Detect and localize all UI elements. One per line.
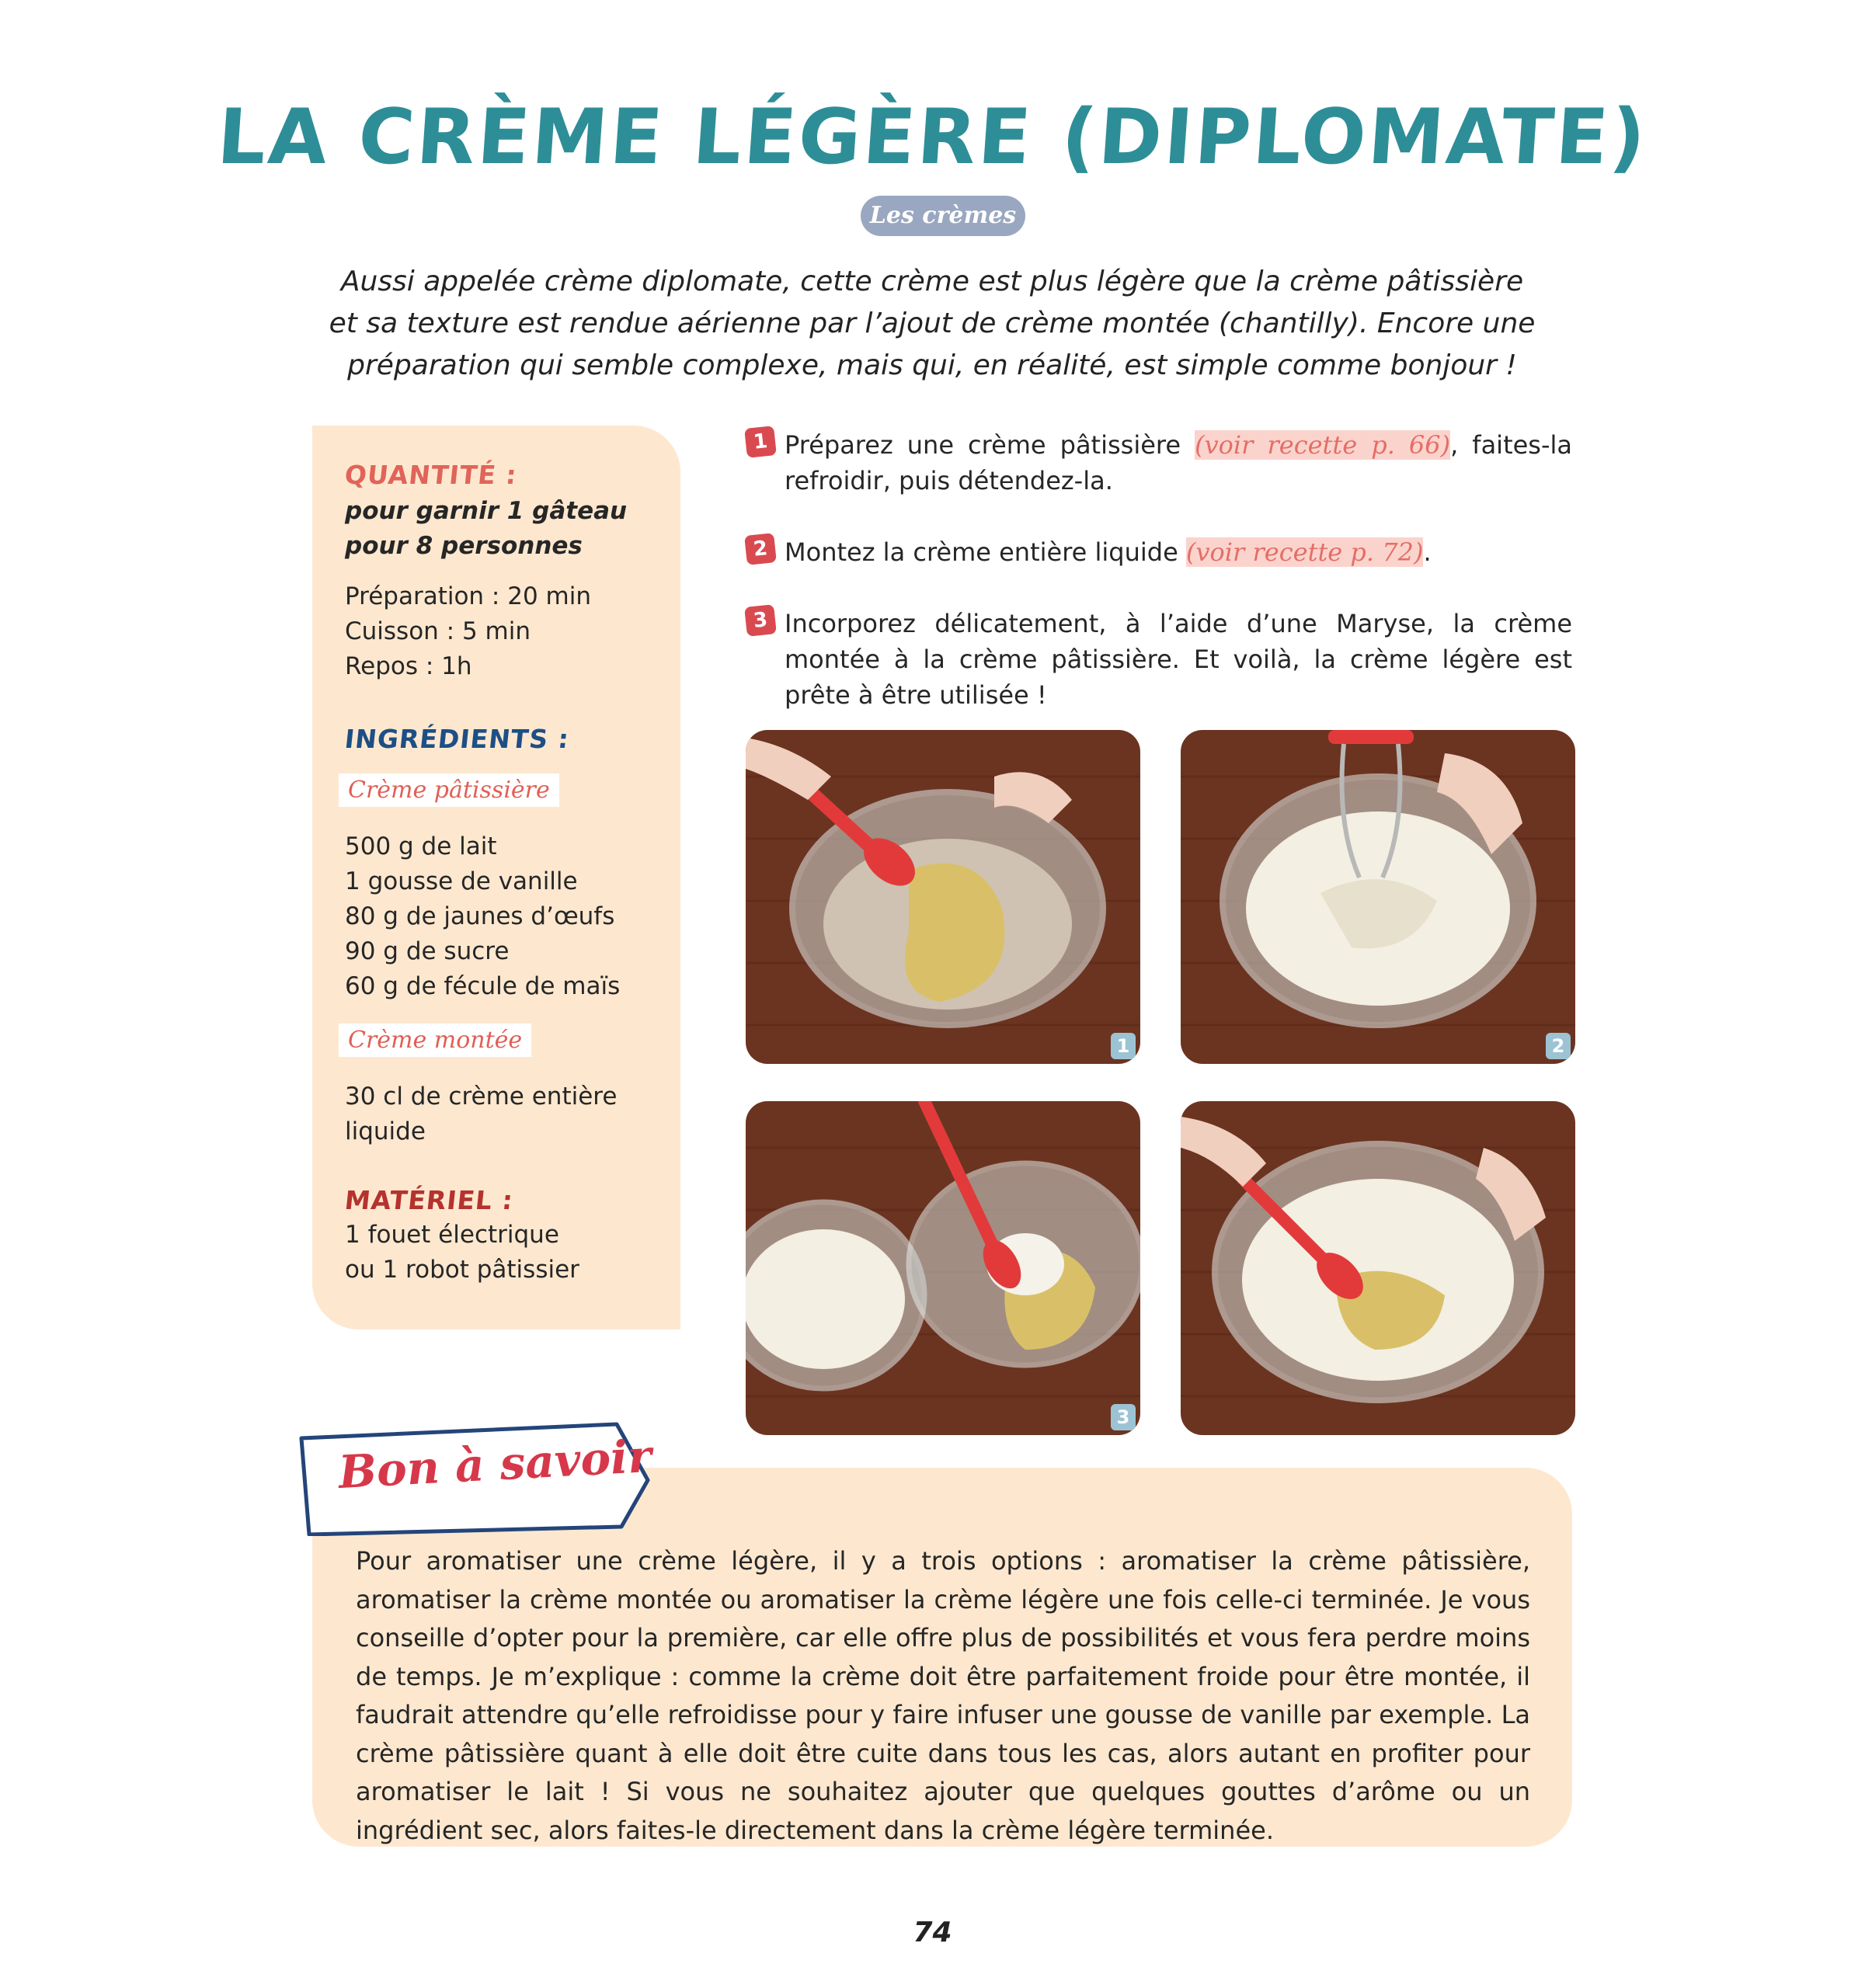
photo-number-badge: 2: [1546, 1033, 1571, 1059]
time-prep: Préparation : 20 min: [345, 582, 591, 610]
step-photo-2: [1181, 730, 1575, 1064]
photo-number-badge: 3: [1111, 1404, 1136, 1430]
time-cook: Cuisson : 5 min: [345, 617, 531, 645]
ingredient-item: 1 gousse de vanille: [345, 867, 578, 895]
quantity-heading: QUANTITÉ :: [343, 460, 519, 490]
step-photo-4: [1181, 1101, 1575, 1435]
bowl-whipped-cream-illustration: [1181, 730, 1575, 1064]
page-title: LA CRÈME LÉGÈRE (DIPLOMATE): [214, 93, 1651, 182]
page-number: 74: [913, 1917, 952, 1948]
recipe-reference-link[interactable]: (voir recette p. 66): [1195, 430, 1451, 460]
ingredient-list: [345, 1079, 617, 1149]
quantity-line: pour 8 personnes: [345, 532, 583, 560]
quantity-text: [345, 494, 627, 564]
quantity-line: pour garnir 1 gâteau: [345, 497, 628, 525]
intro-line: et sa texture est rendue aérienne par l’ajout de crème montée (chantilly). Encore une: [329, 308, 1536, 339]
step-text: Montez la crème entière liquide (voir recette p. 72).: [785, 537, 1432, 567]
tip-title: Bon à savoir: [337, 1429, 653, 1499]
photo-number-badge: 1: [1111, 1033, 1136, 1059]
ingredient-item: 60 g de fécule de maïs: [345, 972, 621, 1000]
recipe-reference-link[interactable]: (voir recette p. 72): [1185, 537, 1424, 567]
recipe-info-panel: [312, 426, 680, 1329]
ingredient-item: 80 g de jaunes d’œufs: [345, 902, 615, 930]
ingredient-item: 30 cl de crème entière: [345, 1083, 618, 1110]
bowl-pastry-cream-illustration: [746, 730, 1140, 1064]
ingredients-heading: INGRÉDIENTS :: [343, 724, 571, 754]
step-photo-3: [746, 1101, 1140, 1435]
ingredient-list: [345, 829, 620, 1004]
material-item: 1 fouet électrique: [345, 1221, 559, 1249]
intro-line: Aussi appelée crème diplomate, cette crème est plus légère que la crème pâtissière: [340, 266, 1524, 297]
step-photo-1: [746, 730, 1140, 1064]
intro-line: préparation qui semble complexe, mais qui, en réalité, est simple comme bonjour !: [347, 349, 1517, 381]
material-item: ou 1 robot pâtissier: [345, 1256, 579, 1284]
category-badge: Les crèmes: [861, 196, 1025, 236]
ingredient-group-label: Crème pâtissière: [339, 773, 559, 807]
ingredient-group-label: Crème montée: [339, 1024, 531, 1057]
step-number-badge: 1: [744, 426, 777, 458]
step-text: Incorporez délicatement, à l’aide d’une Maryse, la crème montée à la crème pâtissière. Et voilà, la crème légère est prête à être utilisée !: [785, 609, 1572, 710]
step-text: Préparez une crème pâtissière (voir recette p. 66), faites-la refroidir, puis détendez-la.: [785, 430, 1573, 495]
material-heading: MATÉRIEL :: [343, 1185, 515, 1215]
ingredient-item: liquide: [345, 1117, 426, 1145]
ingredient-item: 90 g de sucre: [345, 937, 510, 965]
bowl-folded-cream-illustration: [1181, 1101, 1575, 1435]
ingredient-item: 500 g de lait: [345, 832, 497, 860]
two-bowls-folding-illustration: [746, 1101, 1140, 1435]
material-list: [345, 1218, 579, 1288]
time-rest: Repos : 1h: [345, 652, 472, 680]
tip-text: Pour aromatiser une crème légère, il y a trois options : aromatiser la crème pâtissière, aromatiser la crème montée ou aromatiser la crème légère une fois celle-ci terminée. Je vous conseille d’opter pour la première, car elle offre plus de possibilités et vous fera perdre moins de temps. Je m’explique : comme la crème doit être parfaitement froide pour être montée, il faudrait attendre qu’elle refroidisse pour y faire infuser une gousse de vanille par exemple. La crème pâtissière quant à elle doit être cuite dans tous les cas, alors autant en profiter pour aromatiser le lait ! Si vous ne souhaitez ajouter que quelques gouttes d’arôme ou un ingrédient sec, alors faites-le directement dans la crème légère terminée.: [356, 1546, 1530, 1845]
intro-paragraph: [295, 261, 1569, 387]
step-number-badge: 3: [744, 604, 777, 637]
times-list: [345, 579, 591, 684]
step-number-badge: 2: [744, 533, 777, 565]
